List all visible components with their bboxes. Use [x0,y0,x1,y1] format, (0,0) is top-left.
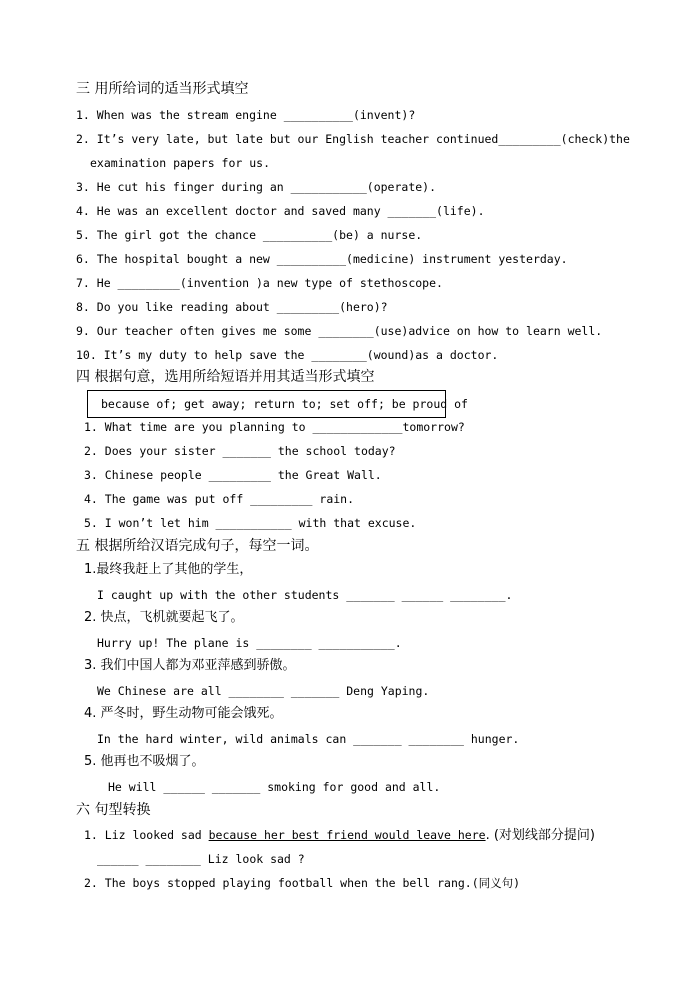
s6-item-2: 2. The boys stopped playing football when the bell rang.(同义句) [84,876,521,890]
s5-item-4-cn: 4. 严冬时，野生动物可能会饿死。 [84,706,283,721]
s3-item-8: 8. Do you like reading about _________(hero)? [76,300,388,314]
section-6-title: 六 句型转换 [76,802,151,818]
s4-item-3: 3. Chinese people _________ the Great Wall. [84,468,382,482]
s3-item-1: 1. When was the stream engine __________(invent)? [76,108,416,122]
s4-item-4: 4. The game was put off _________ rain. [84,492,355,506]
s5-item-5-cn: 5. 他再也不吸烟了。 [84,754,205,769]
s3-item-2: 2. It’s very late, but late but our English teacher continued_________(check)the [76,132,630,146]
s3-item-7: 7. He _________(invention )a new type of stethoscope. [76,276,443,290]
s6-item-1-answer: ______ ________ Liz look sad ? [97,852,305,866]
s3-item-9: 9. Our teacher often gives me some ________(use)advice on how to learn well. [76,324,603,338]
s5-item-2-cn: 2. 快点，飞机就要起飞了。 [84,610,244,625]
s5-item-2-en: Hurry up! The plane is ________ ___________. [97,636,402,650]
s4-item-5: 5. I won’t let him ___________ with that excuse. [84,516,417,530]
s3-item-2-cont: examination papers for us. [90,156,271,170]
s5-item-4-en: In the hard winter, wild animals can _______ ________ hunger. [97,732,520,746]
s3-item-3: 3. He cut his finger during an ___________(operate). [76,180,437,194]
s3-item-6: 6. The hospital bought a new __________(medicine) instrument yesterday. [76,252,568,266]
s5-item-5-en: He will ______ _______ smoking for good and all. [108,780,441,794]
section-5-title: 五 根据所给汉语完成句子，每空一词。 [76,538,319,554]
s5-item-3-cn: 3. 我们中国人都为邓亚萍感到骄傲。 [84,658,296,673]
s4-item-2: 2. Does your sister _______ the school today? [84,444,396,458]
s5-item-1-cn: 1.最终我赶上了其他的学生， [84,562,253,577]
s5-item-3-en: We Chinese are all ________ _______ Deng Yaping. [97,684,430,698]
s6-item-1 [84,827,595,844]
s6-item-1-prefix: 1. Liz looked sad [84,828,209,842]
s4-item-1: 1. What time are you planning to _____________tomorrow? [84,420,465,434]
s6-item-1-underlined: because her best friend would leave here [208,828,486,842]
s5-item-1-en: I caught up with the other students _______ ______ ________. [97,588,513,602]
section-3-title: 三 用所给词的适当形式填空 [76,81,249,97]
phrase-box-text: because of; get away; return to; set off; be proud of [101,397,468,411]
s3-item-5: 5. The girl got the chance __________(be) a nurse. [76,228,423,242]
section-4-title: 四 根据句意，选用所给短语并用其适当形式填空 [76,369,375,385]
s6-item-1-suffix: . (对划线部分提问) [485,828,595,843]
s3-item-10: 10. It’s my duty to help save the ________(wound)as a doctor. [76,348,499,362]
s3-item-4: 4. He was an excellent doctor and saved many _______(life). [76,204,485,218]
